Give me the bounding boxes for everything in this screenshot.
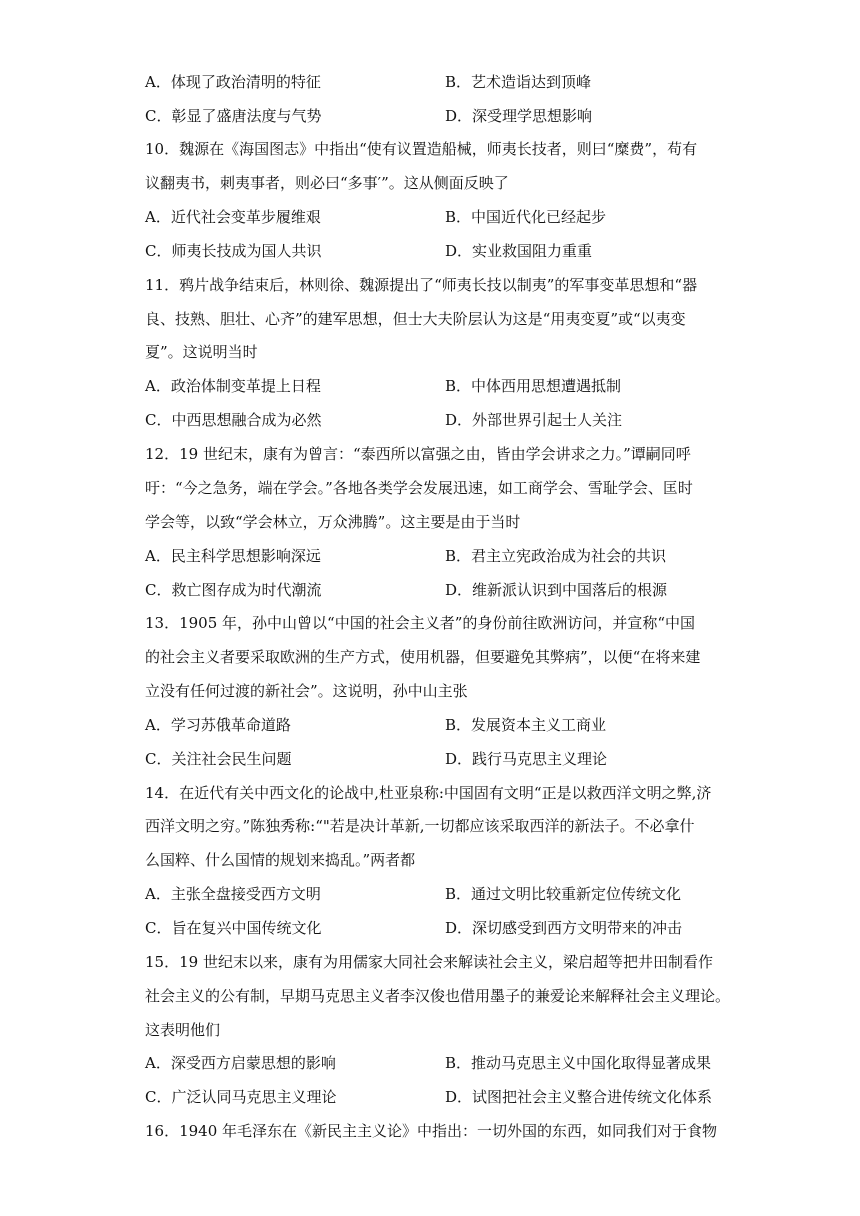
question-stem-line: 15．19 世纪末以来，康有为用儒家大同社会来解读社会主义，梁启超等把井田制看作: [145, 953, 713, 971]
option-d: D．深切感受到西方文明带来的冲击: [445, 919, 683, 937]
option-a: A．民主科学思想影响深远: [145, 547, 321, 565]
option-a: A．政治体制变革提上日程: [145, 377, 321, 395]
option-a: A．近代社会变革步履维艰: [145, 208, 321, 226]
option-c: C．救亡图存成为时代潮流: [145, 581, 322, 599]
option-b: B．艺术造诣达到顶峰: [445, 73, 592, 91]
option-b: B．通过文明比较重新定位传统文化: [445, 885, 682, 903]
option-d: D．外部世界引起士人关注: [445, 411, 623, 429]
question-stem-line: 吁：“今之急务，端在学会。”各地各类学会发展迅速，如工商学会、雪耻学会、匡时: [145, 479, 693, 497]
option-d: D．深受理学思想影响: [445, 107, 593, 125]
option-c: C．广泛认同马克思主义理论: [145, 1088, 337, 1106]
option-b: B．发展资本主义工商业: [445, 716, 607, 734]
question-stem-line: 学会等，以致“学会林立，万众沸腾”。这主要是由于当时: [145, 513, 521, 531]
question-stem-line: 西洋文明之穷。”陈独秀称:“"若是决计革新,一切都应该采取西洋的新法子。不必拿什: [145, 817, 695, 835]
option-d: D．实业救国阻力重重: [445, 242, 593, 260]
option-c: C．关注社会民生问题: [145, 750, 292, 768]
question-stem-line: 夏”。这说明当时: [145, 343, 258, 361]
option-c: C．旨在复兴中国传统文化: [145, 919, 322, 937]
option-b: B．中国近代化已经起步: [445, 208, 607, 226]
question-stem-line: 立没有任何过渡的新社会”。这说明，孙中山主张: [145, 682, 468, 700]
question-stem-line: 12．19 世纪末，康有为曾言：“泰西所以富强之由，皆由学会讲求之力。”谭嗣同呼: [145, 445, 691, 463]
question-stem-line: 社会主义的公有制，早期马克思主义者李汉俊也借用墨子的兼爱论来解释社会主义理论。: [145, 987, 731, 1005]
question-stem-line: 议翻夷书，刺夷事者，则必曰“多事′”。这从侧面反映了: [145, 174, 509, 192]
option-d: D．践行马克思主义理论: [445, 750, 608, 768]
question-stem-line: 11．鸦片战争结束后，林则徐、魏源提出了“师夷长技以制夷”的军事变革思想和“器: [145, 276, 698, 294]
question-stem-line: 10．魏源在《海国图志》中指出“使有议置造船械，师夷长技者，则曰“糜费”，苟有: [145, 140, 698, 158]
question-stem-line: 这表明他们: [145, 1021, 221, 1039]
option-d: D．维新派认识到中国落后的根源: [445, 581, 668, 599]
option-b: B．中体西用思想遭遇抵制: [445, 377, 622, 395]
question-stem-line: 16．1940 年毛泽东在《新民主主义论》中指出：一切外国的东西，如同我们对于食物: [145, 1122, 718, 1140]
question-stem-line: 的社会主义者要采取欧洲的生产方式，使用机器，但要避免其弊病”，以便“在将来建: [145, 648, 701, 666]
option-d: D．试图把社会主义整合进传统文化体系: [445, 1088, 713, 1106]
question-stem-line: 么国粹、什么国情的规划来捣乱。”两者都: [145, 851, 416, 869]
option-b: B．君主立宪政治成为社会的共识: [445, 547, 667, 565]
option-a: A．学习苏俄革命道路: [145, 716, 291, 734]
option-b: B．推动马克思主义中国化取得显著成果: [445, 1054, 712, 1072]
question-stem-line: 14．在近代有关中西文化的论战中,杜亚泉称:中国固有文明“正是以救西洋文明之弊,济: [145, 784, 712, 802]
option-c: C．中西思想融合成为必然: [145, 411, 322, 429]
option-c: C．师夷长技成为国人共识: [145, 242, 322, 260]
question-stem-line: 良、技熟、胆壮、心齐”的建军思想，但士大夫阶层认为这是“用夷变夏”或“以夷变: [145, 310, 686, 328]
option-a: A．深受西方启蒙思想的影响: [145, 1054, 336, 1072]
question-stem-line: 13．1905 年，孙中山曾以“中国的社会主义者”的身份前往欧洲访问，并宣称“中国: [145, 614, 696, 632]
option-a: A．主张全盘接受西方文明: [145, 885, 321, 903]
option-a: A．体现了政治清明的特征: [145, 73, 321, 91]
option-c: C．彰显了盛唐法度与气势: [145, 107, 322, 125]
